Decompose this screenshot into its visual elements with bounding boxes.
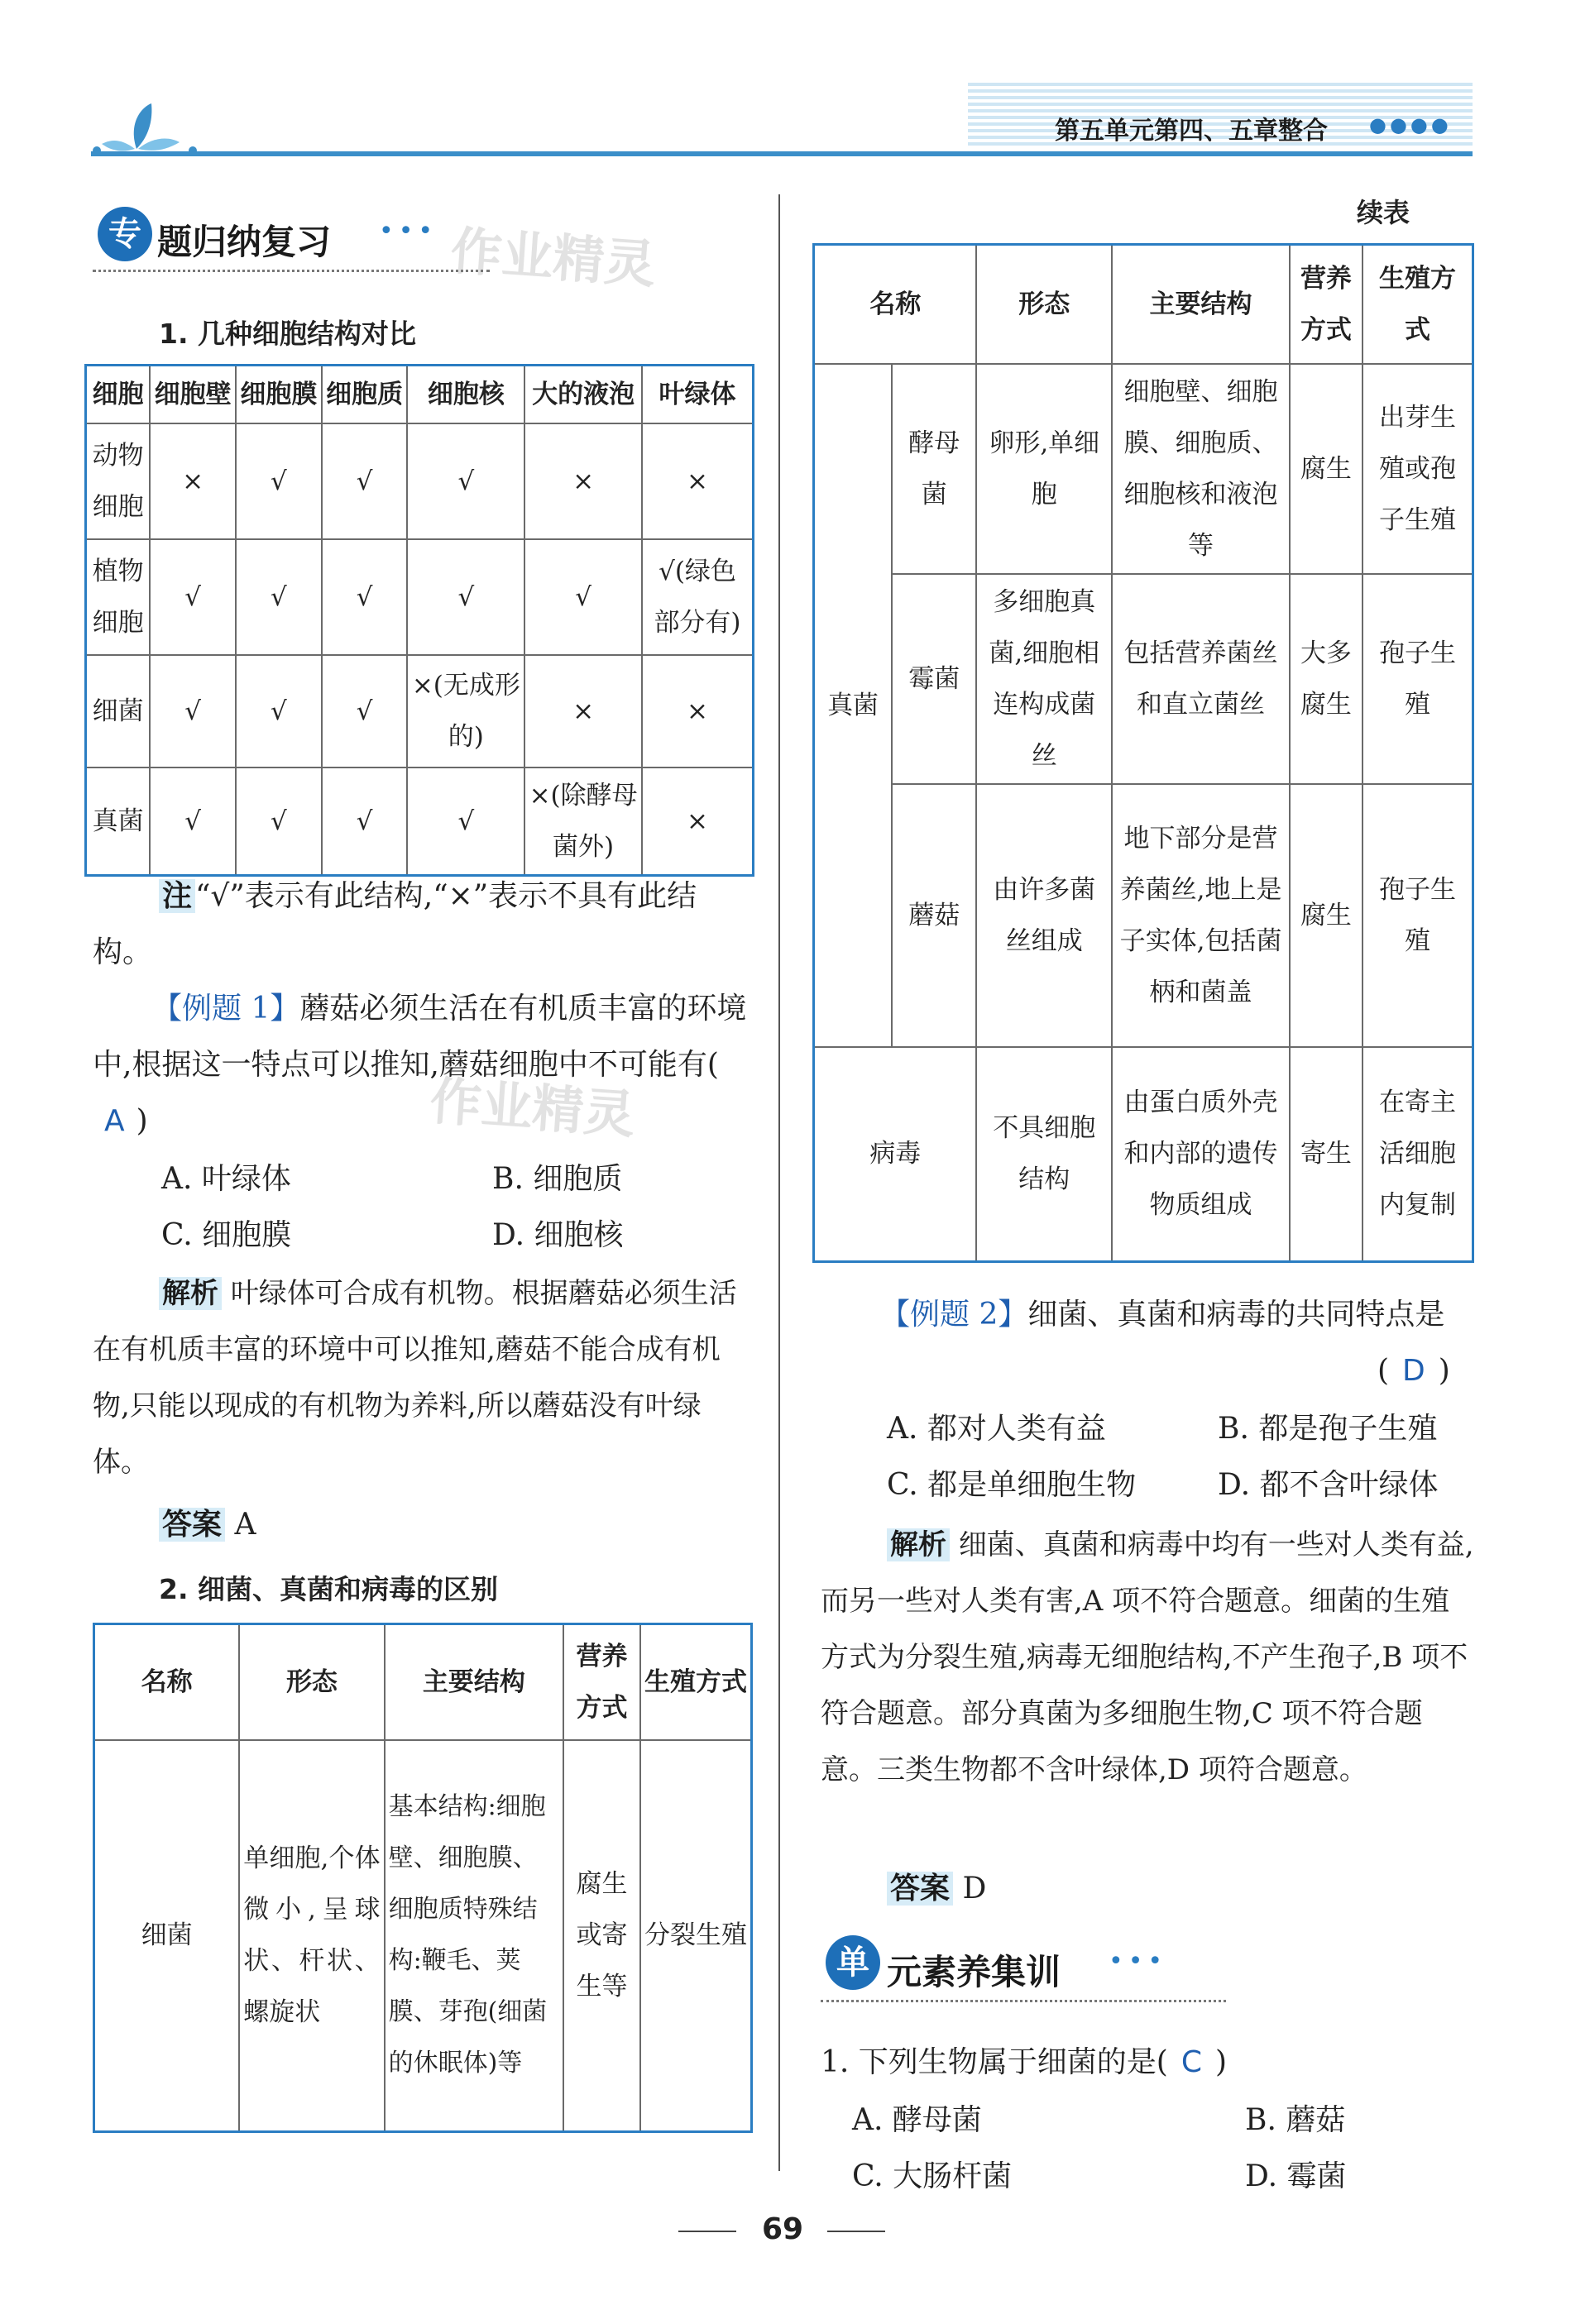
table2c-cell: 寄生 (1290, 1047, 1363, 1262)
table2c-cell: 卵形,单细胞 (976, 364, 1112, 574)
table1-cell: × (642, 655, 754, 767)
example1-answer: A (104, 1104, 125, 1138)
example2-bracket (1377, 1343, 1450, 1399)
table1-cell: √ (524, 539, 642, 655)
example1-question: 蘑菇必须生活在有机质丰富的环境中,根据这一特点可以推知,蘑菇细胞中不可能有( (93, 992, 747, 1082)
table2-cell: 基本结构:细胞壁、细胞膜、细胞质特殊结构:鞭毛、荚膜、芽孢(细菌的休眠体)等 (385, 1740, 564, 2132)
table2c-group: 真菌 (814, 364, 893, 1047)
table1-cell: √(绿色部分有) (642, 539, 754, 655)
table-row (86, 655, 754, 767)
leaf-logo-icon (87, 99, 203, 157)
note (93, 868, 754, 981)
answer-label: 答案 (887, 1872, 953, 1906)
table2c-cell: 蘑菇 (892, 784, 976, 1047)
analysis-text: 叶绿体可合成有机物。根据蘑菇必须生活在有机质丰富的环境中可以推知,蘑菇不能合成有机物,只能以现成的有机物为养料,所以蘑菇没有叶绿体。 (93, 1277, 737, 1479)
answer-text: A (234, 1508, 256, 1542)
table1-cell: 动物细胞 (86, 423, 151, 539)
example2-open: ( (1377, 1354, 1390, 1388)
table2c-cell: 出芽生殖或孢子生殖 (1363, 364, 1473, 574)
section-underline (93, 270, 490, 272)
table1-cell: √ (322, 767, 408, 876)
table2-cell: 单细胞,个体微小,呈球状、杆状、螺旋状 (239, 1740, 384, 2132)
section-title: 题归纳复习 (157, 222, 332, 262)
table2-header: 生殖方式 (640, 1624, 752, 1740)
watermark: 作业精灵 (448, 220, 658, 295)
example2-analysis (821, 1517, 1474, 1798)
question1-text: 1. 下列生物属于细菌的是( (821, 2045, 1168, 2079)
option-c: C. 都是单细胞生物 (887, 1468, 1137, 1502)
table1-header: 细胞 (86, 366, 151, 423)
table1-cell: √ (407, 423, 524, 539)
answer-label: 答案 (159, 1508, 225, 1542)
table2c-cell: 酵母菌 (892, 364, 976, 574)
page-number: 69 (762, 2212, 804, 2246)
table2c-cell: 细胞壁、细胞膜、细胞质、细胞核和液泡等 (1112, 364, 1290, 574)
microbe-table (93, 1623, 753, 2133)
table1-cell: × (150, 423, 236, 539)
table2-header: 名称 (94, 1624, 240, 1740)
table2c-cell: 病毒 (814, 1047, 977, 1262)
example2-label: 【例题 2】 (880, 1298, 1028, 1332)
table1-cell: × (524, 655, 642, 767)
option-c: C. 细胞膜 (161, 1218, 292, 1252)
table1-header: 叶绿体 (642, 366, 754, 423)
table1-header: 大的液泡 (524, 366, 642, 423)
table-row (86, 539, 754, 655)
table2-header: 主要结构 (385, 1624, 564, 1740)
microbe-table-continued (812, 243, 1474, 1263)
table1-cell: √ (407, 767, 524, 876)
table2-heading: 2. 细菌、真菌和病毒的区别 (159, 1573, 498, 1605)
continued-label: 续表 (1357, 197, 1410, 228)
table1-cell: 细菌 (86, 655, 151, 767)
table2c-cell: 不具细胞结构 (976, 1047, 1112, 1262)
table2c-header: 主要结构 (1112, 245, 1290, 364)
table1-cell: ×(无成形的) (407, 655, 524, 767)
option-d: D. 霉菌 (1245, 2159, 1347, 2193)
example1-answer-line (159, 1497, 256, 1553)
example1-analysis (93, 1265, 754, 1490)
table-row (814, 1047, 1473, 1262)
example2-answer-line (887, 1861, 986, 1917)
section-dots: ••• (379, 217, 438, 246)
section-underline (821, 2000, 1226, 2002)
table2-cell: 分裂生殖 (640, 1740, 752, 2132)
table1-header: 细胞膜 (236, 366, 322, 423)
table1-cell: √ (236, 539, 322, 655)
cell-structure-table (84, 364, 754, 877)
table2c-cell: 由许多菌丝组成 (976, 784, 1112, 1047)
table2c-header: 营养方式 (1290, 245, 1363, 364)
table1-cell: √ (150, 767, 236, 876)
table2-header: 形态 (239, 1624, 384, 1740)
option-a: A. 叶绿体 (161, 1162, 291, 1196)
table-row (814, 364, 1473, 574)
table1-cell: × (642, 423, 754, 539)
table1-cell: √ (322, 539, 408, 655)
question1-close: ) (1214, 2045, 1228, 2079)
table1-header: 细胞核 (407, 366, 524, 423)
watermark: 作业精灵 (428, 1070, 637, 1145)
question1-answer: C (1181, 2045, 1202, 2079)
table2c-header: 形态 (976, 245, 1112, 364)
table1-header: 细胞壁 (150, 366, 236, 423)
table1-cell: √ (236, 423, 322, 539)
table2c-cell: 大多腐生 (1290, 574, 1363, 784)
table1-cell: 真菌 (86, 767, 151, 876)
chapter-title: 第五单元第四、五章整合 (1055, 117, 1328, 146)
table-row (814, 574, 1473, 784)
table2c-header: 生殖方式 (1363, 245, 1473, 364)
table1-cell: √ (236, 655, 322, 767)
footer-rule (827, 2231, 885, 2232)
table1-heading: 1. 几种细胞结构对比 (159, 318, 416, 350)
answer-text: D (962, 1872, 987, 1906)
section-title: 元素养集训 (887, 1952, 1061, 1992)
table-row (86, 767, 754, 876)
table1-cell: 植物细胞 (86, 539, 151, 655)
option-b: B. 蘑菇 (1245, 2103, 1346, 2137)
table-row (94, 1740, 752, 2132)
example1-label: 【例题 1】 (152, 992, 300, 1026)
option-c: C. 大肠杆菌 (852, 2159, 1013, 2193)
table1-cell: × (524, 423, 642, 539)
section-badge: 单 (826, 1935, 880, 1990)
table1-cell: √ (236, 767, 322, 876)
table2-header: 营养方式 (563, 1624, 640, 1740)
note-label: 注 (159, 879, 195, 913)
table2c-cell: 包括营养菌丝和直立菌丝 (1112, 574, 1290, 784)
table-row (814, 784, 1473, 1047)
table2c-cell: 腐生 (1290, 784, 1363, 1047)
footer-rule (678, 2231, 736, 2232)
note-text: “√”表示有此结构,“×”表示不具有此结构。 (93, 879, 697, 969)
option-d: D. 细胞核 (492, 1218, 624, 1252)
table2c-cell: 在寄主活细胞内复制 (1363, 1047, 1473, 1262)
section-badge: 专 (98, 207, 152, 261)
table1-cell: √ (407, 539, 524, 655)
table1-cell: ×(除酵母菌外) (524, 767, 642, 876)
example2-answer: D (1402, 1354, 1425, 1388)
example1-close: ) (136, 1104, 148, 1138)
table1-cell: √ (322, 423, 408, 539)
example2-close: ) (1438, 1354, 1450, 1388)
analysis-label: 解析 (159, 1277, 222, 1310)
option-b: B. 细胞质 (492, 1162, 623, 1196)
option-d: D. 都不含叶绿体 (1218, 1468, 1439, 1502)
option-a: A. 都对人类有益 (887, 1412, 1106, 1446)
example2-question: 细菌、真菌和病毒的共同特点是 (1027, 1298, 1445, 1332)
option-a: A. 酵母菌 (852, 2103, 982, 2137)
table1-cell: × (642, 767, 754, 876)
analysis-label: 解析 (887, 1528, 950, 1561)
table2c-cell: 孢子生殖 (1363, 574, 1473, 784)
column-divider (778, 194, 780, 2171)
option-b: B. 都是孢子生殖 (1218, 1412, 1438, 1446)
question1-stem (821, 2035, 1227, 2091)
table2-cell: 腐生或寄生等 (563, 1740, 640, 2132)
header-rule (91, 151, 1473, 156)
table-row (86, 423, 754, 539)
table2c-header: 名称 (814, 245, 977, 364)
table2c-cell: 地下部分是营养菌丝,地上是子实体,包括菌柄和菌盖 (1112, 784, 1290, 1047)
table2c-cell: 霉菌 (892, 574, 976, 784)
table2c-cell: 多细胞真菌,细胞相连构成菌丝 (976, 574, 1112, 784)
section-dots: ••• (1109, 1947, 1168, 1976)
table2-cell: 细菌 (94, 1740, 240, 2132)
example1-stem (93, 981, 754, 1150)
table2c-cell: 由蛋白质外壳和内部的遗传物质组成 (1112, 1047, 1290, 1262)
table1-cell: √ (322, 655, 408, 767)
table1-cell: √ (150, 539, 236, 655)
header-dots: ●●●● (1369, 113, 1452, 136)
table1-header: 细胞质 (322, 366, 408, 423)
analysis-text: 细菌、真菌和病毒中均有一些对人类有益,而另一些对人类有害,A 项不符合题意。细菌的生殖方式为分裂生殖,病毒无细胞结构,不产生孢子,B 项不符合题意。部分真菌为多细胞生物,C 项不符合题意。三类生物都不含叶绿体,D 项符合题意。 (821, 1528, 1474, 1786)
table2c-cell: 孢子生殖 (1363, 784, 1473, 1047)
table2c-cell: 腐生 (1290, 364, 1363, 574)
table1-cell: √ (150, 655, 236, 767)
example2-stem (821, 1287, 1474, 1343)
